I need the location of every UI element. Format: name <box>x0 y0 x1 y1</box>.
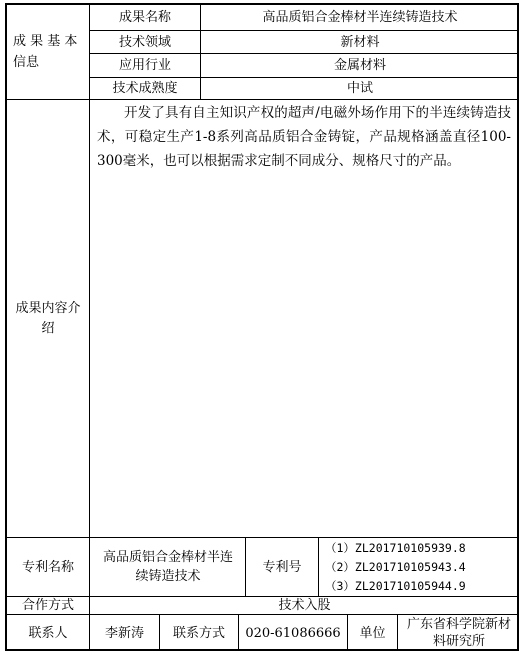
patent-number: （1）ZL201710105939.8 <box>325 541 466 555</box>
contact-method-value: 020-61086666 <box>245 625 341 641</box>
contact-person-value: 李新涛 <box>104 625 144 641</box>
contact-person-label: 联系人 <box>28 625 68 641</box>
basic-info-section-label: 成 果 基 本 信息 <box>13 34 78 70</box>
tech-field-label: 技术领域 <box>118 34 171 50</box>
col-divider <box>397 614 398 651</box>
cooperation-label: 合作方式 <box>21 598 74 613</box>
row-divider <box>7 99 519 100</box>
contact-method-label: 联系方式 <box>172 625 225 641</box>
maturity-label: 技术成熟度 <box>112 81 178 96</box>
patent-name-label: 专利名称 <box>21 559 74 575</box>
patent-name-value: 高品质铝合金棒材半连续铸造技术 <box>102 550 233 584</box>
col-divider <box>318 537 319 596</box>
tech-field-value: 新材料 <box>340 34 380 50</box>
col-divider <box>159 614 160 651</box>
achievement-name-value: 高品质铝合金棒材半连续铸造技术 <box>262 10 458 25</box>
patent-number: （2）ZL201710105943.4 <box>325 560 466 574</box>
unit-label: 单位 <box>359 625 386 641</box>
cooperation-value: 技术入股 <box>278 598 331 613</box>
content-section-label: 成果内容介绍 <box>15 300 81 336</box>
unit-value: 广东省科学院新材料研究所 <box>406 617 511 649</box>
patent-number: （3）ZL201710105944.9 <box>325 579 466 593</box>
industry-value: 金属材料 <box>333 58 386 73</box>
content-description: 开发了具有自主知识产权的超声/电磁外场作用下的半连续铸造技术，可稳定生产1-8系列高品质铝合金铸锭，产品规格涵盖直径100-300毫米，也可以根据需求定制不同成分、规格尺寸的产品。 <box>97 105 511 169</box>
patent-number-list <box>325 539 515 596</box>
patent-number-label: 专利号 <box>262 559 302 575</box>
maturity-value: 中试 <box>346 81 373 96</box>
achievement-name-label: 成果名称 <box>118 10 171 25</box>
info-table <box>5 3 519 651</box>
industry-label: 应用行业 <box>118 58 171 73</box>
